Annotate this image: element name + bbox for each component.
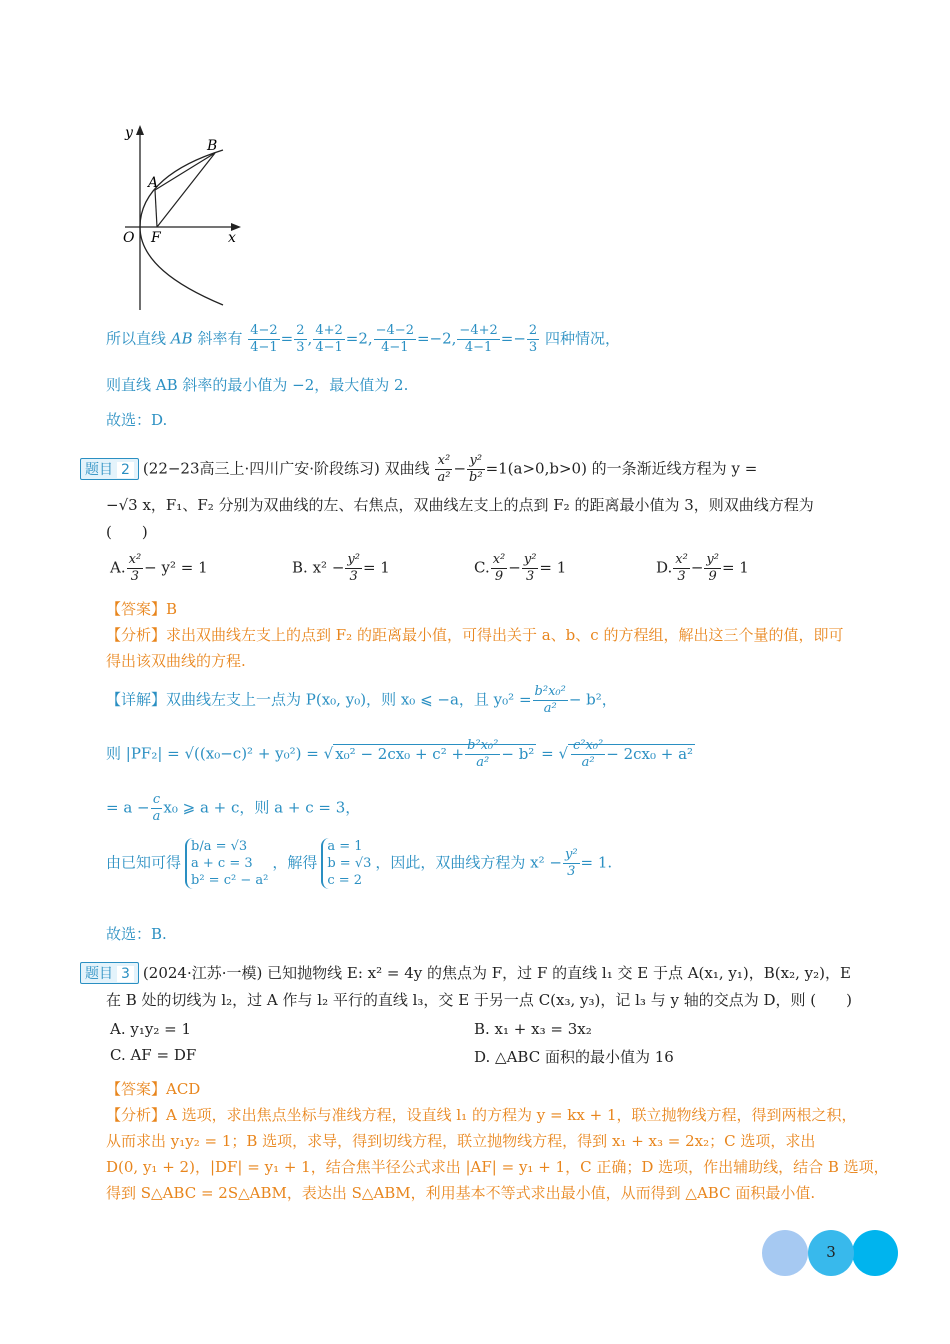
- q3-option-d[interactable]: D. △ABC 面积的最小值为 16: [474, 1048, 674, 1066]
- q2-option-b[interactable]: B. x² − $\frac{\text{y²}}{3}$ = 1: [292, 552, 390, 584]
- q3-answer: 【答案】ACD: [106, 1080, 201, 1098]
- q2-line1: 题目 2 (22−23高三上·四川广安·阶段练习) 双曲线 $\frac{\text{x²}}{\text{a²}}$ − $\frac{\text{y²}}{\text{b²}}$ =1(a>0,b>0) 的一条渐近线方程为 y =: [80, 453, 757, 486]
- q2-analysis-2: 得出该双曲线的方程.: [106, 652, 246, 670]
- q2-detail-1: 【详解】双曲线左支上一点为 P(x₀, y₀)，则 x₀ ⩽ −a，且 y₀² = $\frac{\text{b²x₀²}}{\text{a²}}$ − b²，: [106, 684, 617, 716]
- q2-options: [110, 552, 810, 592]
- label-f: F: [151, 230, 161, 246]
- label-o: O: [123, 230, 135, 246]
- system-2: a = 1 b = √3 c = 2: [321, 838, 371, 889]
- q2-option-c[interactable]: C. $\frac{\text{x²}}{9}$ − $\frac{\text{y²}}{3}$ = 1: [474, 552, 567, 584]
- q2-option-a[interactable]: A. $\frac{\text{x²}}{3}$ − y² = 1: [110, 552, 208, 584]
- q2-detail-2: 则 |PF₂| = √((x₀−c)² + y₀²) = √ x₀² − 2cx₀ + c² + $\frac{\text{b²x₀²}}{\text{a²}}$ − b² = √ $\frac{\text{c²x₀²}}{\text{a²}}$ − 2cx₀ + a²: [106, 738, 694, 770]
- parabola-figure: [115, 120, 255, 315]
- page-circle-right: [852, 1230, 898, 1276]
- slope-line: 所以直线 AB 斜率有 $\frac{4-2}{4-1}$ = $\frac{2}{3}$ , $\frac{4+2}{4-1}$ =2, $\frac{-4-2}{4-1}$ =−2, $\frac{-4+2}{4-1}$ =− $\frac{2}{3}$ 四种情况，: [106, 323, 620, 355]
- q2-choose: 故选：B.: [106, 925, 167, 943]
- page-circle-left: [762, 1230, 808, 1276]
- q3-analysis-3: D(0, y₁ + 2)，|DF| = y₁ + 1，结合焦半径公式求出 |AF| = y₁ + 1，C 正确；D 选项，作出辅助线，结合 B 选项，: [106, 1158, 889, 1176]
- q2-analysis-1: 【分析】求出双曲线左支上的点到 F₂ 的距离最小值，可得出关于 a、b、c 的方程组，解出这三个量的值，即可: [106, 626, 844, 644]
- q3-tag: 题目 3: [80, 962, 139, 984]
- label-y: y: [125, 125, 133, 141]
- q3-analysis-4: 得到 S△ABC = 2S△ABM，表达出 S△ABM，利用基本不等式求出最小值，从而得到 △ABC 面积最小值.: [106, 1184, 816, 1202]
- y-axis-arrow: [136, 125, 144, 135]
- segment-af: [155, 190, 157, 227]
- label-b: B: [207, 138, 218, 154]
- q2-paren: ( ): [106, 523, 148, 541]
- q2-option-d[interactable]: D. $\frac{\text{x²}}{3}$ − $\frac{\text{y²}}{9}$ = 1: [656, 552, 749, 584]
- q2-line2: −√3 x，F₁、F₂ 分别为双曲线的左、右焦点，双曲线左支上的点到 F₂ 的距离最小值为 3，则双曲线方程为: [106, 496, 814, 514]
- label-x: x: [228, 230, 236, 246]
- label-a: A: [148, 175, 159, 191]
- segment-ab: [155, 153, 215, 190]
- minmax-line: 则直线 AB 斜率的最小值为 −2，最大值为 2.: [106, 376, 409, 394]
- q3-options: [110, 1020, 810, 1072]
- q2-answer: 【答案】B: [106, 600, 178, 618]
- system-1: b/a = √3 a + c = 3 b² = c² − a²: [185, 838, 268, 889]
- q3-line1: 题目 3 (2024·江苏·一模) 已知抛物线 E: x² = 4y 的焦点为 F，过 F 的直线 l₁ 交 E 于点 A(x₁, y₁)，B(x₂, y₂)，E: [80, 962, 851, 984]
- q2-detail-3: = a − $\frac{c}{a}$ x₀ ⩾ a + c，则 a + c = 3，: [106, 792, 361, 824]
- q3-option-b[interactable]: B. x₁ + x₃ = 3x₂: [474, 1020, 592, 1038]
- q2-detail-4: 由已知可得 b/a = √3 a + c = 3 b² = c² − a² ，解得 a = 1 b = √3 c = 2 ，因此，双曲线方程为 x² − $\frac{\text{y²}}{3}$ = 1.: [106, 839, 613, 888]
- q3-analysis-1: 【分析】A 选项，求出焦点坐标与准线方程，设直线 l₁ 的方程为 y = kx + 1，联立抛物线方程，得到两根之积，: [106, 1106, 857, 1124]
- choose-line-1: 故选：D.: [106, 411, 168, 429]
- page-number: 3: [808, 1230, 854, 1276]
- q3-option-c[interactable]: C. AF = DF: [110, 1046, 197, 1064]
- q3-option-a[interactable]: A. y₁y₂ = 1: [110, 1020, 191, 1038]
- q2-tag: 题目 2: [80, 458, 139, 480]
- q3-line2: 在 B 处的切线为 l₂，过 A 作与 l₂ 平行的直线 l₃，交 E 于另一点 C(x₃, y₃)，记 l₃ 与 y 轴的交点为 D，则 ( ): [106, 991, 852, 1009]
- segment-fb: [157, 153, 215, 227]
- q3-analysis-2: 从而求出 y₁y₂ = 1；B 选项，求导，得到切线方程，联立抛物线方程，得到 x₁ + x₃ = 2x₂；C 选项，求出: [106, 1132, 816, 1150]
